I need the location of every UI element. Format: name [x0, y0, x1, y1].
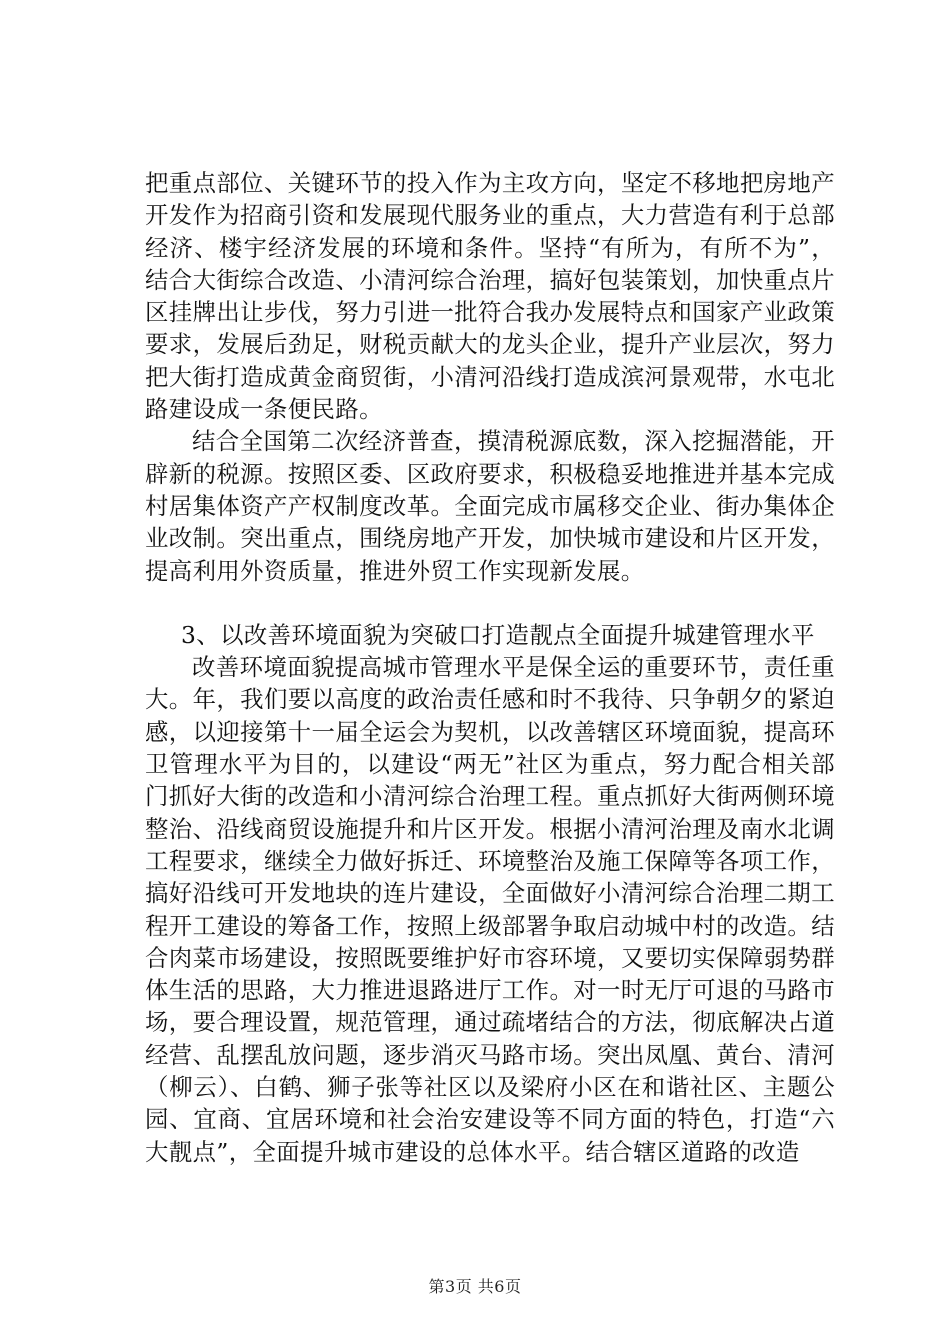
section-heading-3: 3、以改善环境面貌为突破口打造靓点全面提升城建管理水平: [181, 620, 815, 649]
paragraph-continuation: 把重点部位、关键环节的投入作为主攻方向，坚定不移地把房地产开发作为招商引资和发展现代服务业的重点，大力营造有利于总部经济、楼宇经济发展的环境和条件。坚持“有所为，有所不为”，结合大街综合改造、小清河综合治理，搞好包装策划，加快重点片区挂牌出让步伐，努力引进一批符合我办发展特点和国家产业政策要求，发展后劲足，财税贡献大的龙头企业，提升产业层次，努力把大街打造成黄金商贸街，小清河沿线打造成滨河景观带，水屯北路建设成一条便民路。: [145, 169, 835, 424]
paragraph-spacer: [145, 587, 835, 619]
page-footer: 第3页 共6页: [428, 1277, 522, 1296]
document-body: [145, 167, 835, 1168]
paragraph-environment: 改善环境面貌提高城市管理水平是保全运的重要环节，责任重大。年，我们要以高度的政治责任感和时不我待、只争朝夕的紧迫感，以迎接第十一届全运会为契机，以改善辖区环境面貌，提高环卫管理水平为目的，以建设“两无”社区为重点，努力配合相关部门抓好大街的改造和小清河综合治理工程。重点抓好大街两侧环境整治、沿线商贸设施提升和片区开发。根据小清河治理及南水北调工程要求，继续全力做好拆迁、环境整治及施工保障等各项工作，搞好沿线可开发地块的连片建设，全面做好小清河综合治理二期工程开工建设的筹备工作，按照上级部署争取启动城中村的改造。结合肉菜市场建设，按照既要维护好市容环境，又要切实保障弱势群体生活的思路，大力推进退路进厅工作。对一时无厅可退的马路市场，要合理设置，规范管理，通过疏堵结合的方法，彻底解决占道经营、乱摆乱放问题，逐步消灭马路市场。突出凤凰、黄台、清河（柳云）、白鹤、狮子张等社区以及梁府小区在和谐社区、主题公园、宜商、宜居环境和社会治安建设等不同方面的特色，打造“六大靓点”，全面提升城市建设的总体水平。结合辖区道路的改造: [145, 653, 835, 1166]
paragraph-economic-census: 结合全国第二次经济普查，摸清税源底数，深入挖掘潜能，开辟新的税源。按照区委、区政府要求，积极稳妥地推进并基本完成村居集体资产产权制度改革。全面完成市属移交企业、街办集体企业改制。突出重点，围绕房地产开发，加快城市建设和片区开发，提高利用外资质量，推进外贸工作实现新发展。: [145, 427, 835, 585]
